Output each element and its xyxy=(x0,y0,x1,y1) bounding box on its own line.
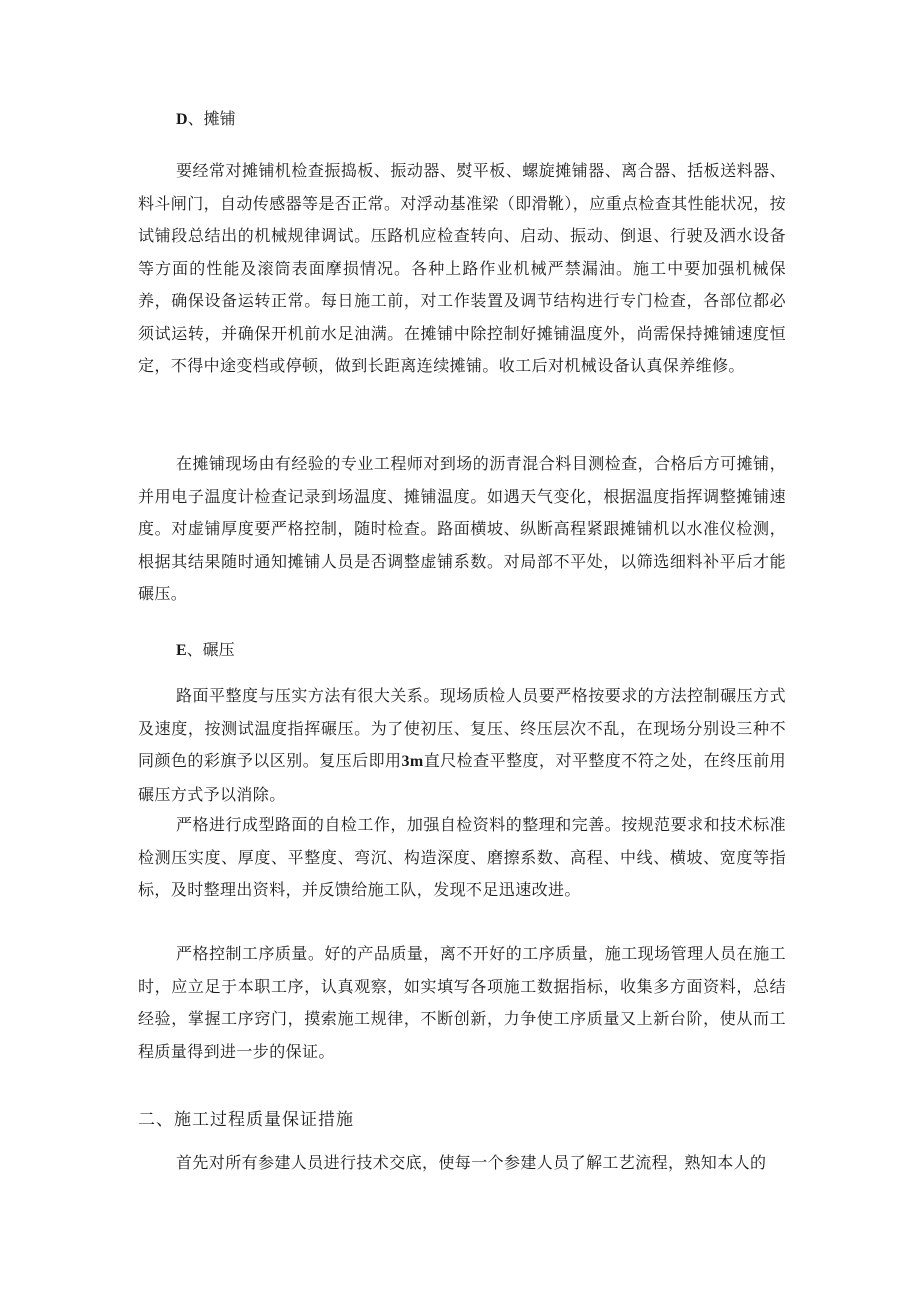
paragraph-technical-briefing: 首先对所有参建人员进行技术交底，使每一个参建人员了解工艺流程，熟知本人的 xyxy=(176,1153,767,1172)
heading-e-rolling xyxy=(176,640,235,661)
heading-d-text: 、摊铺 xyxy=(187,109,236,128)
paragraph-rolling-text-b: 直尺检查平整度，对平整度不符之处，在终压前用碾压方式予以消除。 xyxy=(138,751,786,804)
heading-e-text: 、碾压 xyxy=(186,640,235,659)
paragraph-rolling-text-a: 路面平整度与压实方法有很大关系。现场质检人员要严格按要求的方法控制碾压方式及速度，按测试温度指挥碾压。为了使初压、复压、终压层次不乱，在现场分别设三种不同颜色的彩旗予以区别。复压后即用 xyxy=(138,686,786,770)
paragraph-process-quality: 严格控制工序质量。好的产品质量，离不开好的工序质量，施工现场管理人员在施工时，应立足于本职工序，认真观察，如实填写各项施工数据指标，收集多方面资料，总结经验，掌握工序窍门，摸索施工规律，不断创新，力争使工序质量又上新台阶，使从而工程质量得到进一步的保证。 xyxy=(138,944,786,1061)
paragraph-paving-equipment: 要经常对摊铺机检查振捣板、振动器、熨平板、螺旋摊铺器、离合器、括板送料器、料斗闸门，自动传感器等是否正常。对浮动基准梁（即滑靴），应重点检查其性能状况，按试铺段总结出的机械规律调试。压路机应检查转向、启动、振动、倒退、行驶及洒水设备等方面的性能及滚筒表面摩损情况。各种上路作业机械严禁漏油。施工中要加强机械保养，确保设备运转正常。每日施工前，对工作装置及调节结构进行专门检查，各部位都必须试运转，并确保开机前水足油满。在摊铺中除控制好摊铺温度外，尚需保持摊铺速度恒定，不得中途变档或停顿，做到长距离连续摊铺。收工后对机械设备认真保养维修。 xyxy=(138,161,787,375)
paragraph-paving-site-inspection: 在摊铺现场由有经验的专业工程师对到场的沥青混合料目测检查，合格后方可摊铺，并用电子温度计检查记录到场温度、摊铺温度。如遇天气变化，根据温度指挥调整摊铺速度。对虚铺厚度要严格控制，随时检查。路面横坡、纵断高程紧跟摊铺机以水准仪检测，根据其结果随时通知摊铺人员是否调整虚铺系数。对局部不平处，以筛选细料补平后才能碾压。 xyxy=(138,454,786,603)
heading-d-letter: D xyxy=(176,111,188,128)
paragraph-self-inspection: 严格进行成型路面的自检工作，加强自检资料的整理和完善。按规范要求和技术标准检测压实度、厚度、平整度、弯沉、构造深度、磨擦系数、高程、中线、横坡、宽度等指标，及时整理出资料，并反馈给施工队，发现不足迅速改进。 xyxy=(138,815,786,899)
paragraph-rolling-method xyxy=(138,680,786,811)
section-title-construction-quality: 二、施工过程质量保证措施 xyxy=(138,1110,354,1130)
heading-d-paving xyxy=(176,109,236,130)
paragraph-rolling-unit: 3m xyxy=(401,753,424,770)
heading-e-letter: E xyxy=(176,642,187,659)
